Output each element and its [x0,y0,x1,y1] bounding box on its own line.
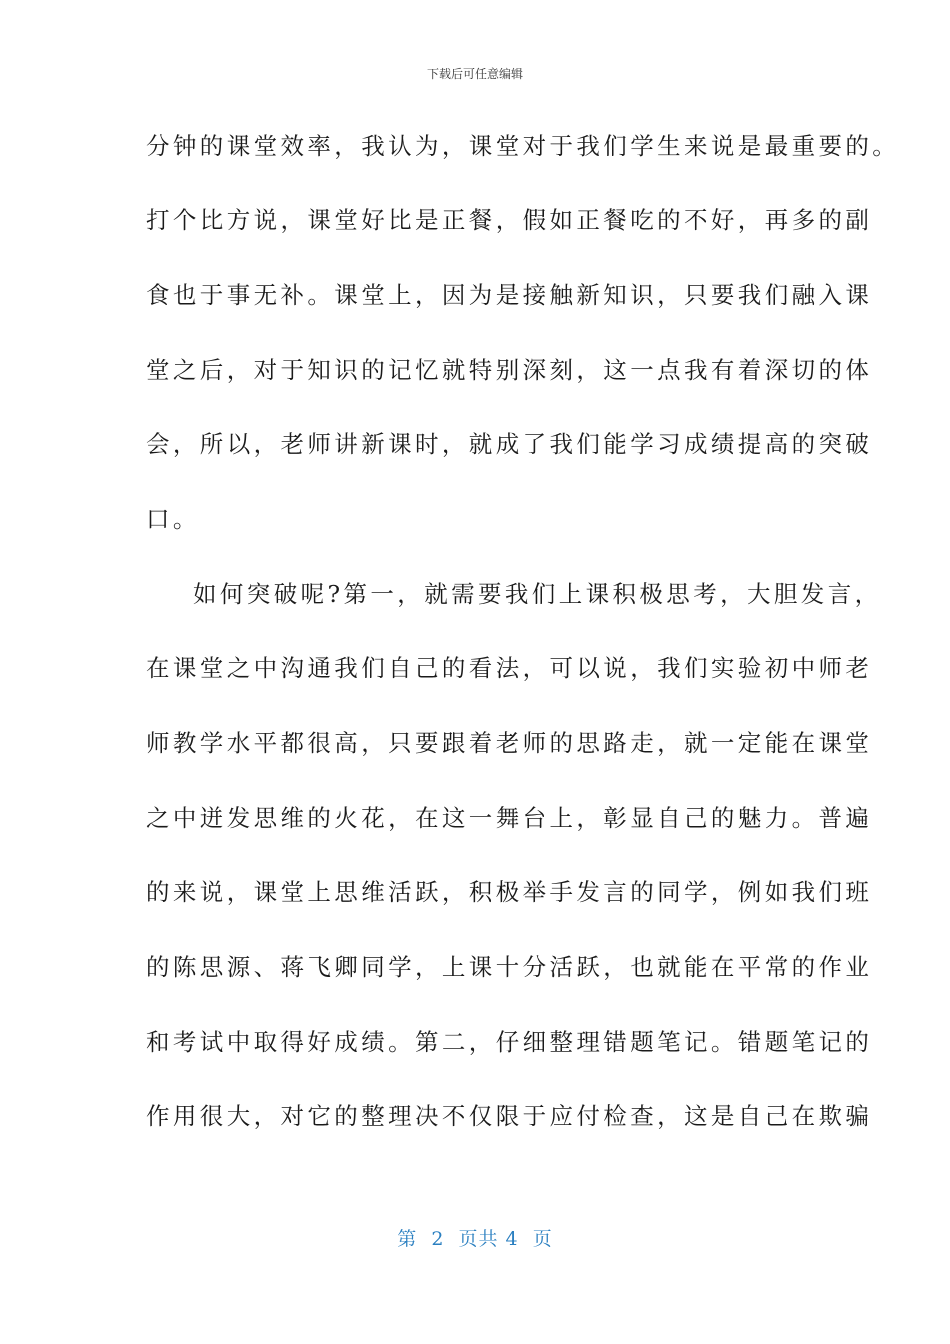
body-text-line: 食也于事无补。课堂上，因为是接触新知识，只要我们融入课 [146,281,873,309]
body-text-line: 会，所以，老师讲新课时，就成了我们能学习成绩提高的突破 [146,430,873,458]
body-text-line: 打个比方说，课堂好比是正餐，假如正餐吃的不好，再多的副 [146,206,873,234]
body-text-line: 口。 [146,505,200,533]
body-text-line: 师教学水平都很高，只要跟着老师的思路走，就一定能在课堂 [146,729,873,757]
paragraph-first-line: 如何突破呢?第一，就需要我们上课积极思考，大胆发言， [193,580,882,608]
body-text-line: 之中迸发思维的火花，在这一舞台上，彰显自己的魅力。普遍 [146,804,873,832]
body-text-line: 堂之后，对于知识的记忆就特别深刻，这一点我有着深切的体 [146,356,873,384]
body-text-line: 和考试中取得好成绩。第二，仔细整理错题笔记。错题笔记的 [146,1028,873,1056]
body-text-line: 作用很大，对它的整理决不仅限于应付检查，这是自己在欺骗 [146,1102,873,1130]
page-number-footer: 第 2 页共 4 页 [397,1228,553,1250]
body-text-line: 在课堂之中沟通我们自己的看法，可以说，我们实验初中师老 [146,654,873,682]
body-text-line: 的来说，课堂上思维活跃，积极举手发言的同学，例如我们班 [146,878,873,906]
body-text-line: 分钟的课堂效率，我认为，课堂对于我们学生来说是最重要的。 [146,132,900,160]
page-header-note: 下载后可任意编辑 [426,67,523,81]
body-text-line: 的陈思源、蒋飞卿同学，上课十分活跃，也就能在平常的作业 [146,953,873,981]
